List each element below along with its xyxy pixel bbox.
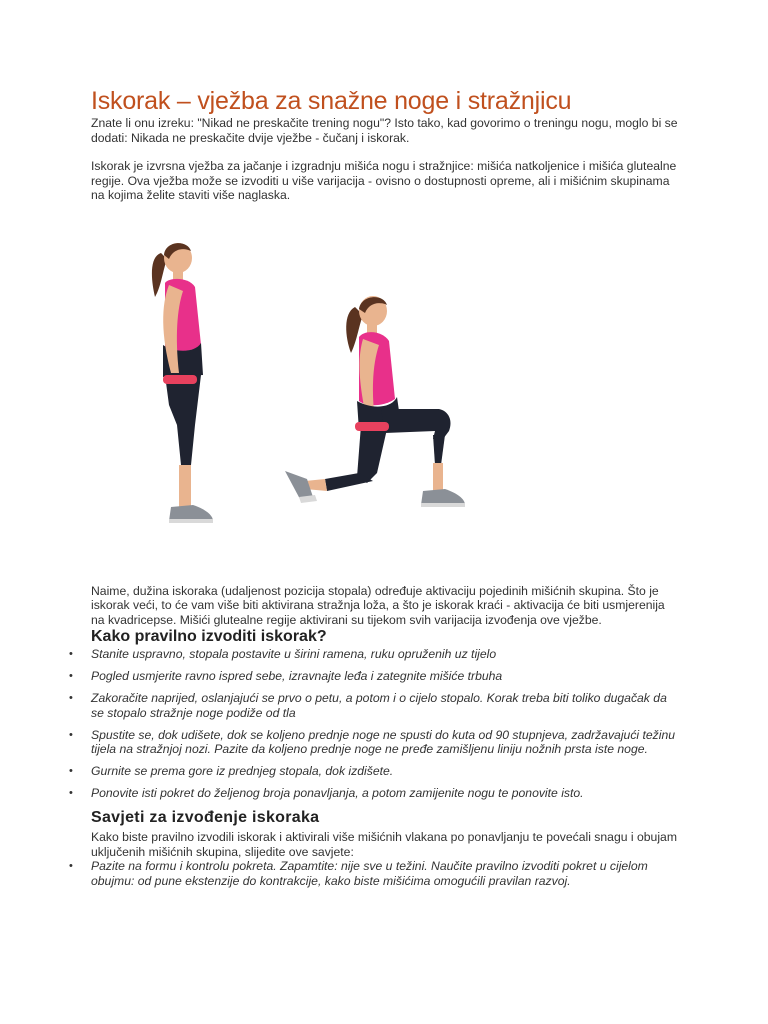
list-item: • Spustite se, dok udišete, dok se koljeno prednje noge ne spusti do kuta od 90 stupnjeva, zadržavajući težinu tijela na stražnjoj nozi. Pazite da koljeno prednje noge ne pređe zamišljenu liniju nožnih prsta iste noge. (69, 727, 676, 756)
intro-paragraph-1: Znate li onu izreku: "Nikad ne preskačite trening nogu"? Isto tako, kad govorimo o treningu nogu, moglo bi se dodati: Nikada ne preskačite dvije vježbe - čučanj i iskorak. (91, 116, 678, 145)
list-item: • Ponovite isti pokret do željenog broja ponavljanja, a potom zamijenite nogu te ponovite isto. (69, 786, 584, 800)
tips-list (69, 859, 681, 888)
paragraph-lunge-length: Naime, dužina iskoraka (udaljenost pozicija stopala) određuje aktivaciju pojedinih mišićnih skupina. Što je iskorak veći, to će vam više biti aktivirana stražnja loža, a što je iskorak kraći - aktivacija će biti usmjerenija na kvadricepse. Mišići glutealne regije aktivirani su tijekom svih varijacija izvođenja ove vježbe. (91, 583, 665, 627)
how-to-list (69, 647, 681, 801)
bullet-dot: • (69, 670, 73, 682)
tips-intro: Kako biste pravilno izvodili iskorak i aktivirali više mišićnih vlakana po ponavljanju te povećali snagu i obujam uključenih mišićnih skupina, slijedite ove savjete: (91, 830, 677, 859)
standing-figure (152, 243, 213, 523)
section-heading-tips: Savjeti za izvođenje iskoraka (91, 809, 320, 826)
list-item: • Gurnite se prema gore iz prednjeg stopala, dok izdišete. (69, 764, 394, 778)
section-heading-how-to: Kako pravilno izvoditi iskorak? (91, 628, 327, 645)
article (69, 86, 681, 896)
list-item: • Pogled usmjerite ravno ispred sebe, izravnajte leđa i zategnite mišiće trbuha (69, 669, 503, 683)
bullet-dot: • (69, 728, 73, 741)
bullet-dot: • (69, 787, 73, 799)
lunge-illustration (91, 225, 681, 580)
list-item: • Stanite uspravno, stopala postavite u širini ramena, ruku opruženih uz tijelo (69, 647, 497, 661)
bullet-dot: • (69, 860, 73, 872)
bullet-dot: • (69, 648, 73, 660)
lunge-figure (285, 296, 465, 507)
intro-paragraph-2: Iskorak je izvrsna vježba za jačanje i izgradnju mišića nogu i stražnjice: mišića natkoljenice i mišića glutealne regije. Ova vježba može se izvoditi u više varijacija - ovisno o dostupnosti opreme, ali i mišićnim skupinama na kojima želite staviti više naglaska. (91, 159, 677, 202)
list-item: • Pazite na formu i kontrolu pokreta. Zapamtite: nije sve u težini. Naučite pravilno izvoditi pokret u cijelom obujmu: od pune ekstenzije do kontrakcije, kako biste mišićima omogućili pravilan razvoj. (69, 859, 648, 888)
lunge-photo-illustration (91, 225, 681, 580)
list-item: • Zakoračite naprijed, oslanjajući se prvo o petu, a potom i o cijelo stopalo. Korak treba biti toliko dugačak da se stopalo stražnje noge podiže od tla (69, 691, 667, 720)
bullet-dot: • (69, 765, 73, 777)
bullet-dot: • (69, 692, 73, 704)
article-title: Iskorak – vježba za snažne noge i stražnjicu (91, 87, 572, 115)
